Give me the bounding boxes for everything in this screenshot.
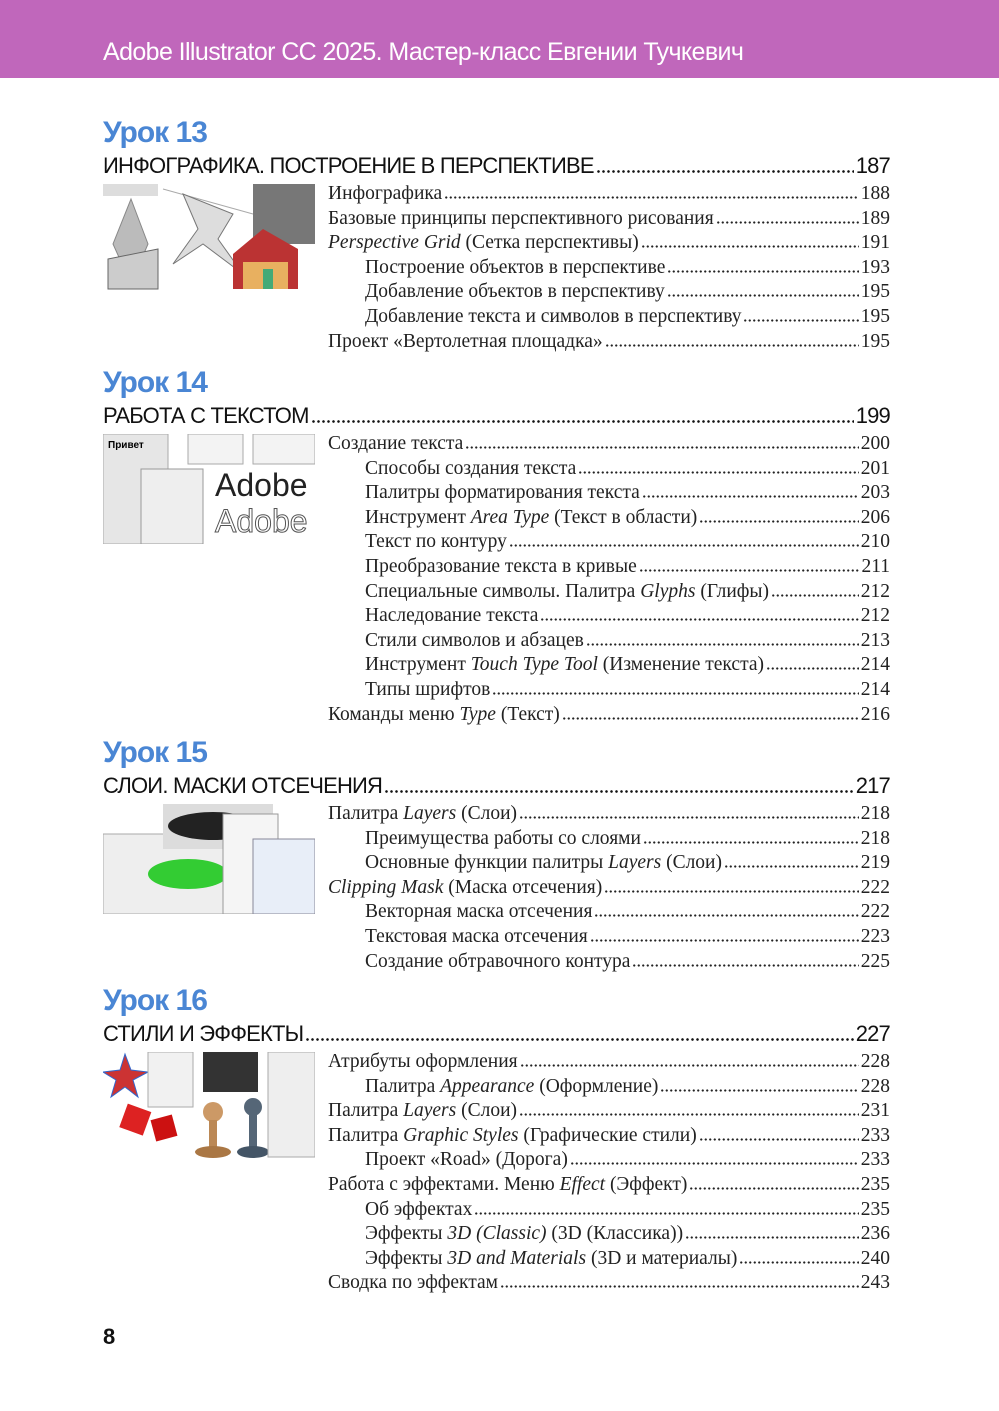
chapter-title: РАБОТА С ТЕКСТОМ xyxy=(103,403,309,428)
toc-entry[interactable] xyxy=(328,802,890,827)
entry-page: 231 xyxy=(860,1100,890,1122)
dot-leader xyxy=(642,488,859,498)
dot-leader xyxy=(660,1082,858,1092)
image-text-privet: Привет xyxy=(108,440,144,451)
toc-entry[interactable] xyxy=(328,1099,890,1124)
dot-leader xyxy=(465,439,858,449)
dot-leader xyxy=(384,783,854,793)
dot-leader xyxy=(641,238,859,248)
entry-text: Инструмент xyxy=(365,506,471,528)
toc-entry[interactable] xyxy=(328,925,890,950)
entry-text: Проект «Road» (Дорога) xyxy=(365,1149,568,1171)
entry-text: (3D и материалы) xyxy=(586,1247,738,1269)
entry-page: 235 xyxy=(860,1198,890,1220)
entry-text: Палитра xyxy=(328,1124,404,1146)
toc-entry[interactable] xyxy=(328,1173,890,1198)
entry-title xyxy=(365,629,584,654)
toc-entry[interactable] xyxy=(328,182,890,207)
entry-text: Проект «Вертолетная площадка» xyxy=(328,330,603,352)
entry-page: 211 xyxy=(861,555,890,577)
dot-leader xyxy=(311,413,854,423)
entry-title xyxy=(365,580,769,605)
toc-entry[interactable] xyxy=(328,1247,890,1272)
entry-title xyxy=(328,1099,517,1124)
entry-text: (Текст в области) xyxy=(549,506,698,528)
toc-entry[interactable] xyxy=(328,330,890,355)
entry-text: (Слои) xyxy=(456,1100,518,1122)
dot-leader xyxy=(492,685,858,695)
entry-text: Создание обтравочного контура xyxy=(365,950,631,972)
toc-entry[interactable] xyxy=(328,653,890,678)
dot-leader xyxy=(586,636,859,646)
toc-entry[interactable] xyxy=(328,481,890,506)
dot-leader xyxy=(520,1057,859,1067)
entry-title xyxy=(365,305,741,330)
entry-title xyxy=(365,506,697,531)
entry-text: Векторная маска отсечения xyxy=(365,901,593,923)
entry-list xyxy=(328,182,890,354)
toc-entry[interactable] xyxy=(328,1124,890,1149)
chapter-title: СЛОИ. МАСКИ ОТСЕЧЕНИЯ xyxy=(103,773,383,798)
entry-title xyxy=(365,457,576,482)
entry-text: (Глифы) xyxy=(695,580,770,602)
lesson-title: Урок 14 xyxy=(103,366,207,399)
entry-title xyxy=(365,851,722,876)
entry-title xyxy=(328,182,442,207)
toc-entry[interactable] xyxy=(328,950,890,975)
entry-text: Работа с эффектами. Меню xyxy=(328,1173,560,1195)
dot-leader xyxy=(578,464,858,474)
entry-page: 195 xyxy=(860,330,890,352)
toc-entry[interactable] xyxy=(328,827,890,852)
entry-text: 3D (Classic) xyxy=(447,1223,547,1245)
chapter-title: СТИЛИ И ЭФФЕКТЫ xyxy=(103,1021,304,1046)
entry-page: 228 xyxy=(860,1051,890,1072)
entry-text: Effect xyxy=(559,1173,606,1195)
entry-page: 213 xyxy=(860,629,890,651)
entry-page: 195 xyxy=(860,281,890,303)
effects-illustration xyxy=(103,1052,315,1296)
image-text-adobe: Adobe xyxy=(215,467,308,503)
entry-text: Типы шрифтов xyxy=(365,678,491,700)
lesson-15 xyxy=(103,736,890,974)
toc-entry[interactable] xyxy=(328,580,890,605)
entry-text: Сводка по эффектам xyxy=(328,1272,498,1294)
entry-text: Текст по контуру xyxy=(365,531,507,553)
entry-page: 214 xyxy=(860,678,890,700)
toc-entry[interactable] xyxy=(328,1075,890,1100)
toc-entry[interactable] xyxy=(328,530,890,555)
chapter-heading[interactable] xyxy=(103,770,890,802)
entry-page: 223 xyxy=(860,925,890,947)
chapter-page: 199 xyxy=(855,403,890,428)
entry-title xyxy=(365,1075,658,1100)
book-title: Adobe Illustrator CC 2025. Мастер-класс Евгении Тучкевич xyxy=(103,38,744,66)
entry-page: 193 xyxy=(860,256,890,278)
entry-text: (Сетка перспективы) xyxy=(460,232,639,254)
entry-title xyxy=(365,555,637,580)
dot-leader xyxy=(540,611,858,621)
entry-text: Layers xyxy=(403,1100,457,1122)
dot-leader xyxy=(689,1180,858,1190)
toc-entry[interactable] xyxy=(328,604,890,629)
toc-entry[interactable] xyxy=(328,1148,890,1173)
entry-text: (Текст) xyxy=(495,703,560,725)
perspective-illustration xyxy=(103,184,315,354)
entry-page: 233 xyxy=(860,1149,890,1171)
toc-entry[interactable] xyxy=(328,256,890,281)
entry-page: 236 xyxy=(860,1223,890,1245)
entry-title xyxy=(365,604,538,629)
entry-page: 222 xyxy=(860,876,890,898)
entry-page: 235 xyxy=(860,1173,890,1195)
entry-page: 200 xyxy=(860,433,890,454)
entry-list xyxy=(328,1050,890,1296)
entry-page: 212 xyxy=(860,605,890,627)
entry-text: (Изменение текста) xyxy=(597,654,764,676)
entry-text: Преобразование текста в кривые xyxy=(365,555,637,577)
chapter-title: ИНФОГРАФИКА. ПОСТРОЕНИЕ В ПЕРСПЕКТИВЕ xyxy=(103,153,594,178)
entry-page: 206 xyxy=(860,506,890,528)
dot-leader xyxy=(605,337,859,347)
running-header xyxy=(0,0,999,78)
entry-title xyxy=(328,330,603,355)
entry-title xyxy=(328,876,602,901)
entry-page: 188 xyxy=(860,183,890,204)
entry-text: (Графические стили) xyxy=(518,1124,697,1146)
lesson-14 xyxy=(103,366,890,727)
toc-entry[interactable] xyxy=(328,1222,890,1247)
entry-text: Инструмент xyxy=(365,654,471,676)
toc-entry[interactable] xyxy=(328,1198,890,1223)
toc-entry[interactable] xyxy=(328,851,890,876)
entry-page: 189 xyxy=(860,207,890,229)
entry-title xyxy=(365,925,588,950)
entry-list xyxy=(328,802,890,974)
entry-page: 218 xyxy=(860,827,890,849)
entry-text: (Маска отсечения) xyxy=(443,876,603,898)
entry-text: Добавление объектов в перспективу xyxy=(365,281,665,303)
entry-page: 240 xyxy=(860,1247,890,1269)
entry-text: Атрибуты оформления xyxy=(328,1051,518,1072)
text-illustration xyxy=(103,434,315,727)
entry-title xyxy=(328,207,714,232)
dot-leader xyxy=(643,834,859,844)
entry-text: Специальные символы. Палитра xyxy=(365,580,641,602)
dot-leader xyxy=(685,1229,859,1239)
toc-entry[interactable] xyxy=(328,457,890,482)
entry-title xyxy=(328,1050,518,1075)
dot-leader xyxy=(604,883,859,893)
entry-text: Инфографика xyxy=(328,183,443,204)
entry-title xyxy=(365,481,640,506)
entry-text: Палитра xyxy=(328,1100,404,1122)
entry-page: 225 xyxy=(860,950,890,972)
entry-text: (Оформление) xyxy=(534,1075,659,1097)
toc-entry[interactable] xyxy=(328,207,890,232)
entry-text: Палитра xyxy=(365,1075,441,1097)
dot-leader xyxy=(632,957,858,967)
entry-title xyxy=(365,1247,737,1272)
entry-title xyxy=(328,1173,687,1198)
entry-page: 219 xyxy=(860,852,890,874)
dot-leader xyxy=(716,214,859,224)
entry-page: 214 xyxy=(860,654,890,676)
toc-entry[interactable] xyxy=(328,703,890,728)
entry-text: (3D (Классика)) xyxy=(546,1223,684,1245)
dot-leader xyxy=(562,710,859,720)
entry-text: Appearance xyxy=(440,1075,535,1097)
entry-page: 243 xyxy=(860,1272,890,1294)
entry-page: 212 xyxy=(860,580,890,602)
toc-entry[interactable] xyxy=(328,555,890,580)
entry-page: 233 xyxy=(860,1124,890,1146)
entry-title xyxy=(365,653,764,678)
entry-text: Glyphs xyxy=(640,580,696,602)
dot-leader xyxy=(305,1031,853,1041)
entry-text: Построение объектов в перспективе xyxy=(365,256,666,278)
entry-title xyxy=(365,280,665,305)
entry-page: 228 xyxy=(860,1075,890,1097)
entry-text: Graphic Styles xyxy=(403,1124,519,1146)
entry-text: Палитра xyxy=(328,803,404,824)
entry-title xyxy=(328,231,639,256)
entry-page: 222 xyxy=(860,901,890,923)
entry-title xyxy=(365,530,507,555)
image-text-adobe-outline: Adobe xyxy=(215,503,308,539)
entry-text: Об эффектах xyxy=(365,1198,473,1220)
chapter-page: 187 xyxy=(855,153,890,178)
entry-text: Палитры форматирования текста xyxy=(365,482,640,504)
entry-text: Layers xyxy=(403,803,457,824)
entry-text: Эффекты xyxy=(365,1223,448,1245)
lesson-title: Урок 15 xyxy=(103,736,207,769)
entry-title xyxy=(365,256,665,281)
entry-text: Clipping Mask xyxy=(328,876,444,898)
entry-text: Стили символов и абзацев xyxy=(365,629,584,651)
entry-page: 201 xyxy=(860,457,890,479)
dot-leader xyxy=(667,263,858,273)
entry-title xyxy=(365,827,641,852)
dot-leader xyxy=(519,1106,859,1116)
dot-leader xyxy=(519,809,859,819)
entry-title xyxy=(365,1198,472,1223)
entry-title xyxy=(328,1271,498,1296)
dot-leader xyxy=(509,537,859,547)
chapter-page: 227 xyxy=(855,1021,890,1046)
entry-title xyxy=(328,432,463,457)
dot-leader xyxy=(667,287,859,297)
entry-page: 216 xyxy=(860,703,890,725)
entry-page: 203 xyxy=(860,482,890,504)
chapter-heading[interactable] xyxy=(103,150,890,182)
dot-leader xyxy=(474,1205,858,1215)
toc-entry[interactable] xyxy=(328,629,890,654)
entry-text: 3D and Materials xyxy=(447,1247,587,1269)
entry-page: 195 xyxy=(860,305,890,327)
dot-leader xyxy=(766,660,859,670)
entry-title xyxy=(328,802,517,827)
toc-entry[interactable] xyxy=(328,231,890,256)
page-number: 8 xyxy=(103,1324,116,1349)
entry-title xyxy=(365,900,592,925)
entry-text: Текстовая маска отсечения xyxy=(365,925,588,947)
entry-title xyxy=(365,1222,683,1247)
entry-text: Touch Type Tool xyxy=(470,654,598,676)
dot-leader xyxy=(590,932,859,942)
toc-entry[interactable] xyxy=(328,432,890,457)
chapter-page: 217 xyxy=(855,773,890,798)
entry-title xyxy=(365,1148,568,1173)
entry-text: Area Type xyxy=(470,506,550,528)
toc-entry[interactable] xyxy=(328,1271,890,1296)
entry-text: Основные функции палитры xyxy=(365,852,609,874)
toc-entry[interactable] xyxy=(328,900,890,925)
toc-entry[interactable] xyxy=(328,305,890,330)
dot-leader xyxy=(699,1131,859,1141)
dot-leader xyxy=(570,1155,859,1165)
entry-page: 191 xyxy=(860,232,890,254)
toc-entry[interactable] xyxy=(328,678,890,703)
dot-leader xyxy=(771,587,859,597)
entry-page: 210 xyxy=(860,531,890,553)
lesson-title: Урок 16 xyxy=(103,984,207,1017)
dot-leader xyxy=(594,907,858,917)
dot-leader xyxy=(699,513,858,523)
entry-title xyxy=(365,678,490,703)
dot-leader xyxy=(739,1254,858,1264)
entry-text: Команды меню xyxy=(328,703,460,725)
entry-text: Layers xyxy=(608,852,662,874)
dot-leader xyxy=(444,189,859,199)
dot-leader xyxy=(743,312,858,322)
entry-page: 218 xyxy=(860,803,890,824)
entry-text: (Слои) xyxy=(661,852,722,874)
entry-text: Способы создания текста xyxy=(365,457,577,479)
chapter-heading[interactable] xyxy=(103,1018,890,1050)
entry-text: Создание текста xyxy=(328,433,464,454)
entry-text: Perspective Grid xyxy=(328,232,461,254)
toc-entry[interactable] xyxy=(328,280,890,305)
entry-list xyxy=(328,432,890,727)
entry-text: (Слои) xyxy=(456,803,518,824)
dot-leader xyxy=(724,858,859,868)
entry-text: Добавление текста и символов в перспективу xyxy=(365,305,742,327)
entry-title xyxy=(328,703,560,728)
lesson-16 xyxy=(103,984,890,1296)
entry-text: (Эффект) xyxy=(605,1173,688,1195)
dot-leader xyxy=(639,562,860,572)
entry-title xyxy=(365,950,630,975)
layers-illustration xyxy=(103,804,315,974)
entry-title xyxy=(328,1124,697,1149)
entry-text: Базовые принципы перспективного рисования xyxy=(328,207,714,229)
chapter-heading[interactable] xyxy=(103,400,890,432)
toc-entry[interactable] xyxy=(328,1050,890,1075)
toc-entry[interactable] xyxy=(328,506,890,531)
entry-text: Наследование текста xyxy=(365,605,539,627)
lesson-13 xyxy=(103,116,890,354)
entry-text: Преимущества работы со слоями xyxy=(365,827,641,849)
dot-leader xyxy=(500,1278,859,1288)
lesson-title: Урок 13 xyxy=(103,116,207,149)
entry-text: Эффекты xyxy=(365,1247,448,1269)
dot-leader xyxy=(596,163,854,173)
entry-text: Type xyxy=(459,703,496,725)
toc-entry[interactable] xyxy=(328,876,890,901)
